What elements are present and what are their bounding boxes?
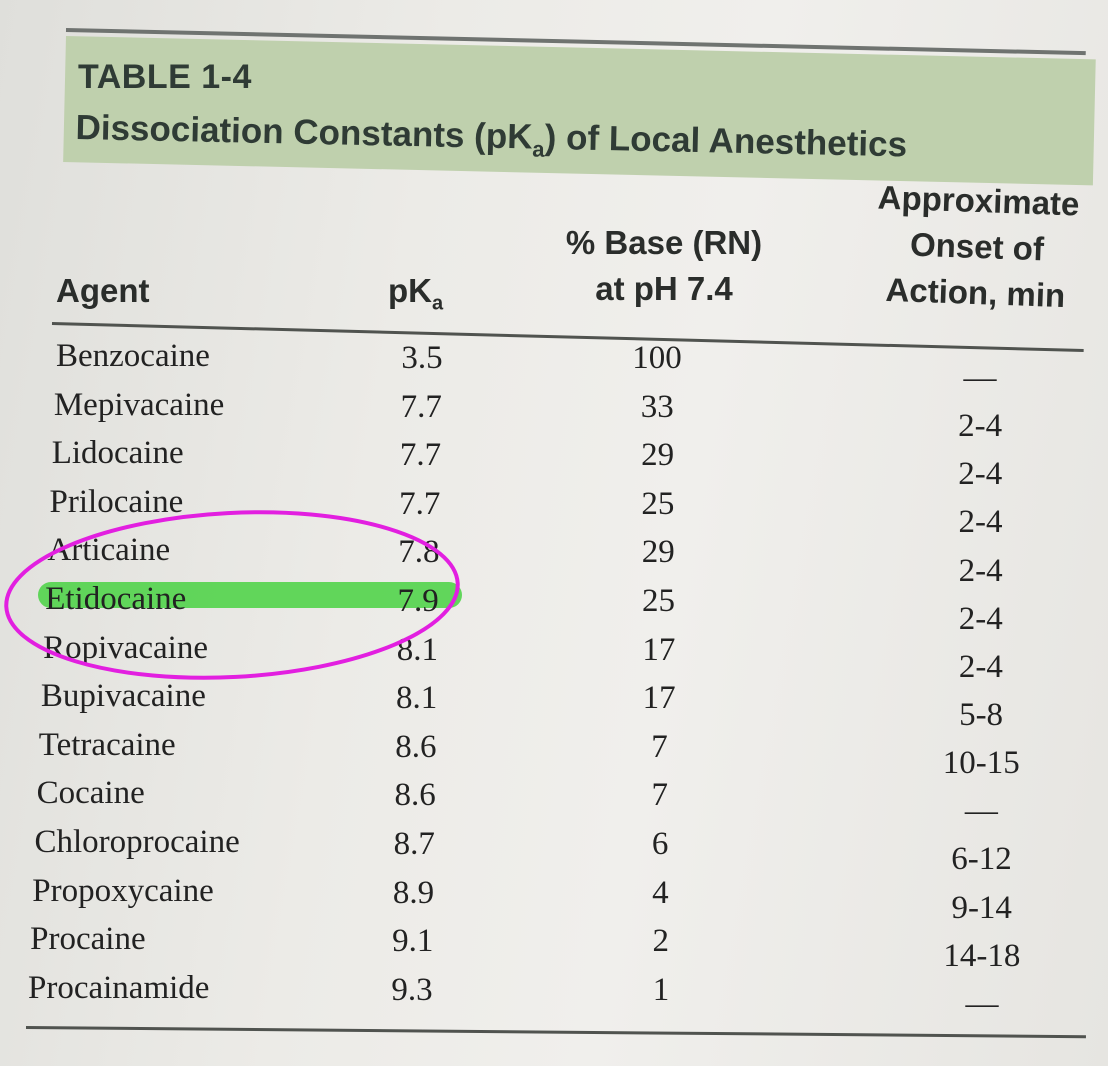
cell-percent-base: 33 [640,388,674,425]
cell-pka: 9.1 [392,923,434,960]
cell-agent: Chloroprocaine [34,824,240,860]
cell-pka: 7.7 [399,485,441,522]
cell-pka: 8.1 [395,680,438,717]
table-title: Dissociation Constants $(pK_a)$ of Local Anesthetics [75,108,908,165]
cell-agent: Procaine [30,921,146,958]
cell-percent-base: 2 [652,923,669,960]
cell-percent-base: 1 [652,971,670,1008]
bottom-rule [26,1026,1086,1038]
cell-agent: Bupivacaine [40,678,206,715]
cell-pka: 9.3 [391,971,433,1008]
cell-agent: Ropivacaine [43,629,208,666]
cell-onset: 14-18 [943,937,1021,974]
cell-pka: 8.1 [396,631,438,668]
cell-onset: 2-4 [958,648,1003,685]
cell-percent-base: 4 [652,874,669,911]
cell-agent: Articaine [47,532,171,569]
cell-onset: 2-4 [958,600,1003,637]
cell-onset: — [965,985,999,1022]
cell-agent: Lidocaine [51,435,184,472]
cell-percent-base: 25 [641,485,675,522]
cell-onset: 2-4 [958,408,1003,445]
cell-agent: Mepivacaine [53,386,225,423]
cell-percent-base: 7 [651,728,668,765]
cell-percent-base: 17 [642,631,676,668]
cell-onset: 9-14 [951,889,1012,926]
cell-onset: 5-8 [959,696,1004,733]
cell-pka: 7.7 [400,388,442,425]
cell-onset: 10-15 [942,745,1020,782]
cell-agent: Benzocaine [56,338,210,374]
cell-onset: 6-12 [951,841,1012,878]
cell-pka: 8.6 [394,777,436,814]
cell-pka: 3.5 [401,340,443,376]
cell-percent-base: 6 [651,826,669,862]
cell-onset: 2-4 [958,456,1003,493]
cell-agent: Etidocaine [45,581,187,617]
header-percent-base: % Base (RN) at pH 7.4 [565,224,763,307]
cell-pka: 7.8 [398,534,440,571]
cell-pka: 7.9 [397,583,439,619]
cell-pka: 8.6 [395,728,437,765]
cell-percent-base: 7 [651,777,669,814]
cell-percent-base: 29 [641,437,675,474]
cell-onset: 2-4 [958,552,1003,589]
cell-pka: 7.7 [399,437,442,474]
cell-pka: 8.9 [392,874,435,911]
header-pka: $pK_a$ [388,272,444,315]
cell-percent-base: 17 [642,680,676,717]
cell-onset: — [964,793,998,830]
cell-agent: Tetracaine [38,726,176,763]
cell-onset: — [963,360,997,396]
cell-agent: Propoxycaine [32,872,214,909]
table-label: TABLE 1-4 [78,58,252,96]
cell-percent-base: 25 [642,583,676,619]
header-agent: Agent [56,272,150,309]
cell-agent: Prilocaine [49,483,184,520]
cell-onset: 2-4 [958,504,1003,541]
cell-agent: Procainamide [28,969,210,1006]
cell-pka: 8.7 [393,826,435,862]
cell-percent-base: 29 [641,534,675,571]
cell-percent-base: 100 [632,340,682,376]
cell-agent: Cocaine [36,775,145,812]
header-onset: Approximate Onset of Action, min [877,178,1081,315]
